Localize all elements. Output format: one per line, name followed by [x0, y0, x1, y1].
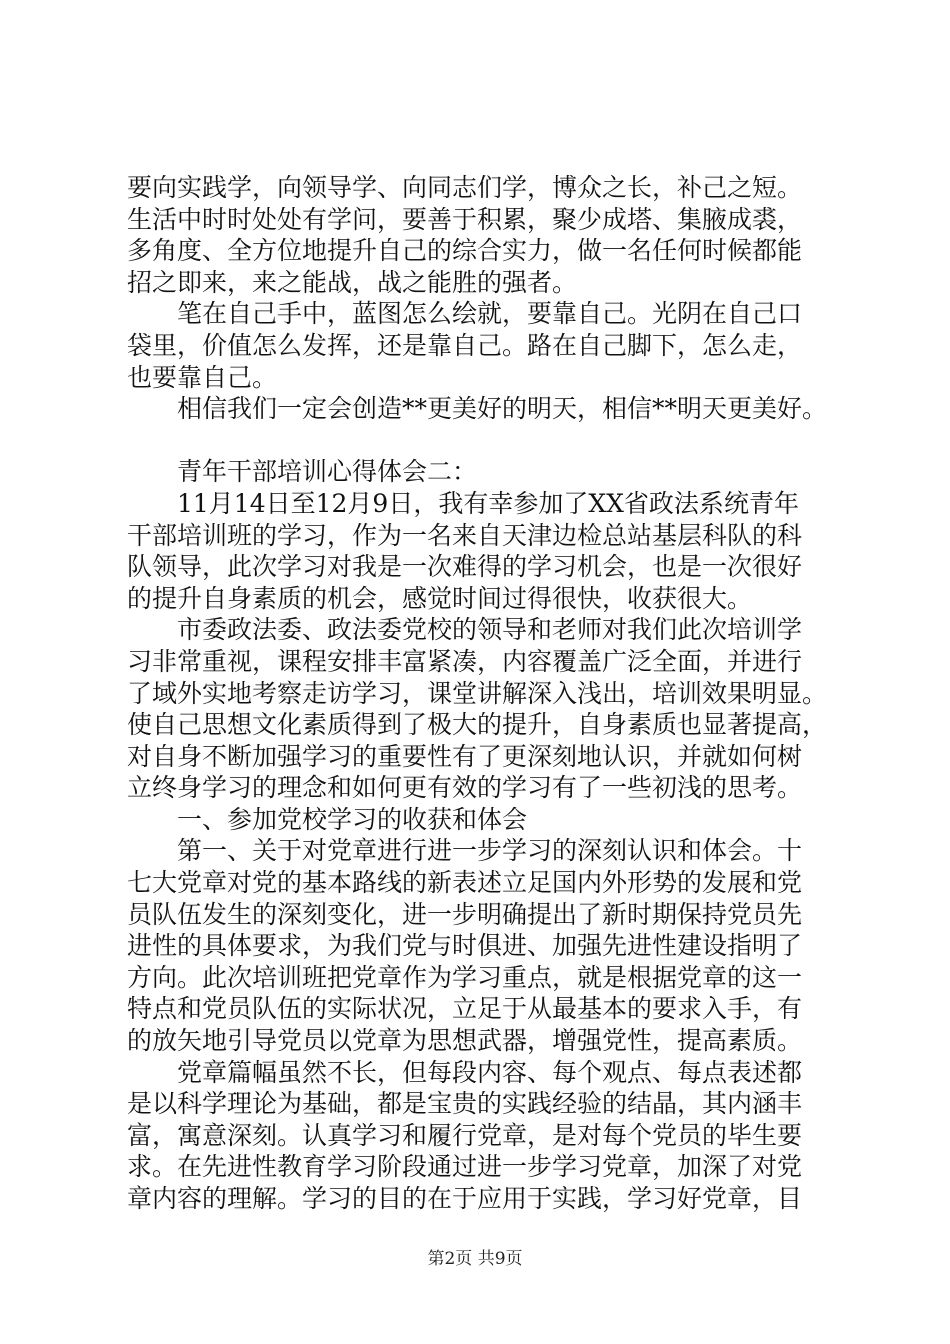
text-line: 章内容的理解。学习的目的在于应用于实践，学习好党章，目 — [127, 1184, 803, 1213]
text-line: 进性的具体要求，为我们党与时俱进、加强先进性建设指明了 — [127, 931, 803, 961]
text-line: 第一、关于对党章进行进一步学习的深刻认识和体会。十 — [177, 836, 803, 866]
text-line: 方向。此次培训班把党章作为学习重点，就是根据党章的这一 — [127, 962, 803, 992]
text-line: 干部培训班的学习，作为一名来自天津边检总站基层科队的科 — [127, 520, 803, 550]
text-line: 七大党章对党的基本路线的新表述立足国内外形势的发展和党 — [127, 868, 803, 898]
text-line: 富，寓意深刻。认真学习和履行党章，是对每个党员的毕生要 — [127, 1120, 803, 1150]
text-line: 多角度、全方位地提升自己的综合实力，做一名任何时候都能 — [127, 236, 803, 266]
text-line: 也要靠自己。 — [127, 362, 278, 392]
text-line: 习非常重视，课程安排丰富紧凑，内容覆盖广泛全面，并进行 — [127, 646, 803, 676]
text-line: 求。在先进性教育学习阶段通过进一步学习党章，加深了对党 — [127, 1152, 803, 1182]
text-line: 相信我们一定会创造**更美好的明天，相信**明天更美好。 — [177, 394, 828, 424]
text-line: 的提升自身素质的机会，感觉时间过得很快，收获很大。 — [127, 583, 753, 613]
text-line: 笔在自己手中，蓝图怎么绘就，要靠自己。光阴在自己口 — [177, 299, 803, 329]
section-heading: 青年干部培训心得体会二： — [177, 457, 478, 487]
text-line: 要向实践学，向领导学、向同志们学，博众之长，补己之短。 — [127, 173, 803, 202]
text-line: 的放矢地引导党员以党章为思想武器，增强党性，提高素质。 — [127, 1026, 803, 1056]
text-line: 党章篇幅虽然不长，但每段内容、每个观点、每点表述都 — [177, 1057, 803, 1087]
page-footer: 第2页 共9页 — [427, 1249, 523, 1269]
text-line: 特点和党员队伍的实际状况，立足于从最基本的要求入手，有 — [127, 994, 803, 1024]
text-line: 袋里，价值怎么发挥，还是靠自己。路在自己脚下，怎么走， — [127, 330, 803, 360]
text-line: 11月14日至12月9日，我有幸参加了XX省政法系统青年 — [177, 488, 799, 518]
text-line: 是以科学理论为基础，都是宝贵的实践经验的结晶，其内涵丰 — [127, 1089, 803, 1119]
text-line: 使自己思想文化素质得到了极大的提升，自身素质也显著提高， — [127, 710, 828, 740]
text-line: 对自身不断加强学习的重要性有了更深刻地认识，并就如何树 — [127, 741, 803, 771]
document-body — [127, 172, 857, 1215]
text-line: 员队伍发生的深刻变化，进一步明确提出了新时期保持党员先 — [127, 899, 803, 929]
text-line: 招之即来，来之能战，战之能胜的强者。 — [127, 267, 578, 297]
subsection-heading: 一、参加党校学习的收获和体会 — [177, 804, 528, 834]
text-line: 市委政法委、政法委党校的领导和老师对我们此次培训学 — [177, 615, 803, 645]
text-line: 立终身学习的理念和如何更有效的学习有了一些初浅的思考。 — [127, 773, 803, 803]
text-line: 队领导，此次学习对我是一次难得的学习机会，也是一次很好 — [127, 552, 803, 582]
paragraph-gap — [127, 425, 857, 457]
text-line: 了域外实地考察走访学习，课堂讲解深入浅出，培训效果明显。 — [127, 678, 828, 708]
text-line: 生活中时时处处有学问，要善于积累，聚少成塔、集腋成裘， — [127, 204, 803, 234]
